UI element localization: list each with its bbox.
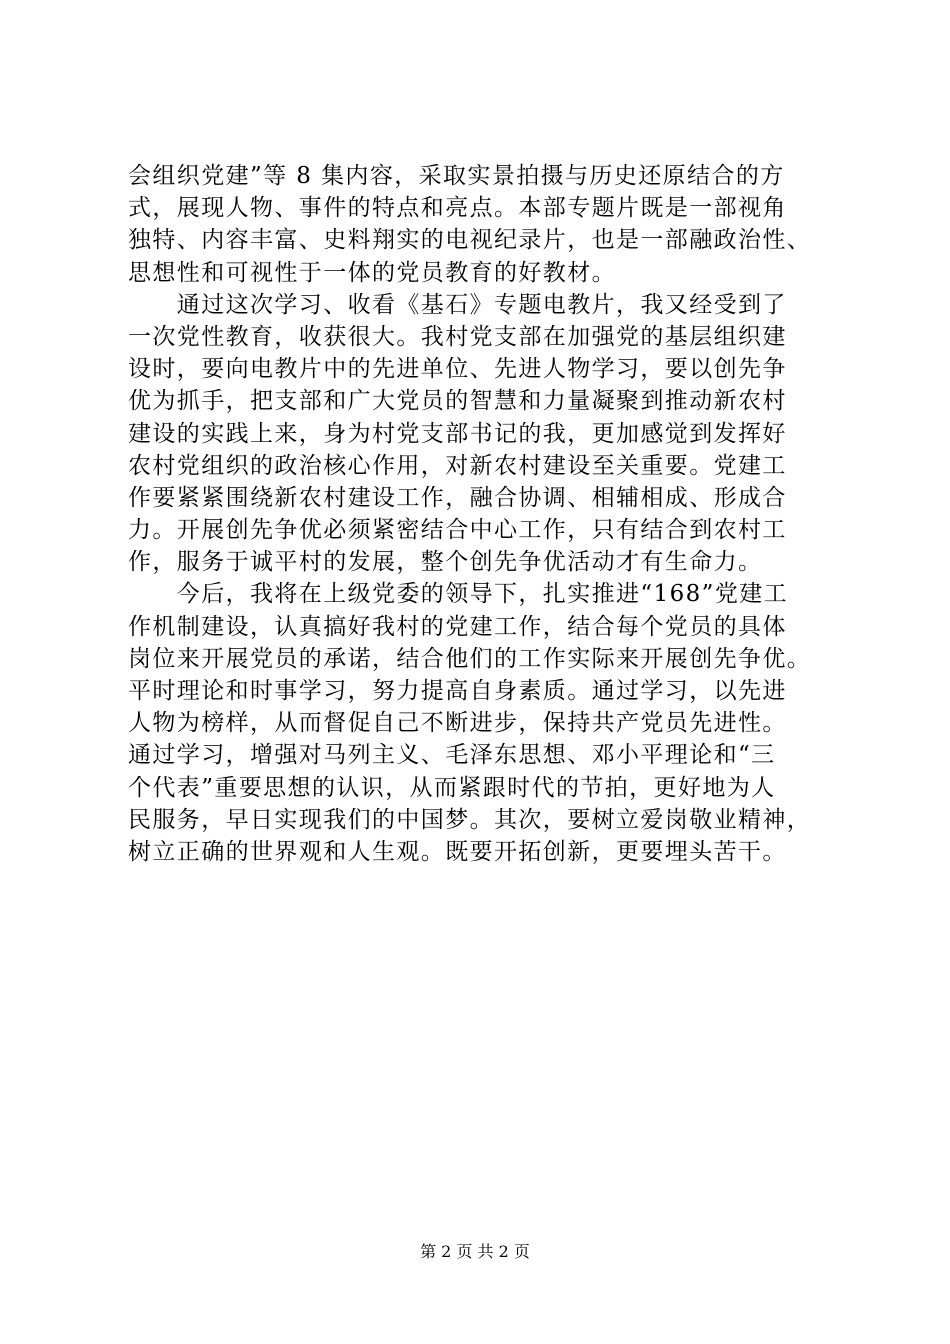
text-line: 个代表”重要思想的认识，从而紧跟时代的节拍，更好地为人 <box>128 774 776 801</box>
text-line: 作机制建设，认真搞好我村的党建工作，结合每个党员的具体 <box>128 613 787 640</box>
text-line: 通过这次学习、收看《基石》专题电教片，我又经受到了 <box>128 291 787 318</box>
text-line: 民服务，早日实现我们的中国梦。其次，要树立爱岗敬业精神， <box>128 806 812 833</box>
text-line: 岗位来开展党员的承诺，结合他们的工作实际来开展创先争优。 <box>128 645 812 672</box>
text-line: 农村党组织的政治核心作用，对新农村建设至关重要。党建工 <box>128 452 787 479</box>
text-line: 式，展现人物、事件的特点和亮点。本部专题片既是一部视角 <box>128 195 787 222</box>
text-line: 今后，我将在上级党委的领导下，扎实推进“168”党建工 <box>128 581 789 608</box>
text-line: 人物为榜样，从而督促自己不断进步，保持共产党员先进性。 <box>128 710 787 737</box>
text-line: 平时理论和时事学习，努力提高自身素质。通过学习，以先进 <box>128 678 787 704</box>
text-line: 一次党性教育，收获很大。我村党支部在加强党的基层组织建 <box>128 323 787 350</box>
text-line: 通过学习，增强对马列主义、毛泽东思想、邓小平理论和“三 <box>128 742 776 769</box>
text-line: 作要紧紧围绕新农村建设工作，融合协调、相辅相成、形成合 <box>128 484 787 511</box>
body-text <box>128 160 858 868</box>
text-line: 独特、内容丰富、史料翔实的电视纪录片，也是一部融政治性、 <box>128 227 812 254</box>
text-line: 力。开展创先争优必须紧密结合中心工作，只有结合到农村工 <box>128 517 787 544</box>
text-line: 树立正确的世界观和人生观。既要开拓创新，更要埋头苦干。 <box>128 838 787 865</box>
page-number-footer: 第 2 页 共 2 页 <box>420 1242 530 1261</box>
text-line: 设时，要向电教片中的先进单位、先进人物学习，要以创先争 <box>128 356 787 383</box>
text-line: 会组织党建”等 8 集内容，采取实景拍摄与历史还原结合的方 <box>128 163 785 189</box>
text-line: 建设的实践上来，身为村党支部书记的我，更加感觉到发挥好 <box>128 420 787 447</box>
text-line: 优为抓手，把支部和广大党员的智慧和力量凝聚到推动新农村 <box>128 388 787 415</box>
text-line: 思想性和可视性于一体的党员教育的好教材。 <box>128 259 616 286</box>
text-line: 作，服务于诚平村的发展，整个创先争优活动才有生命力。 <box>128 549 763 576</box>
